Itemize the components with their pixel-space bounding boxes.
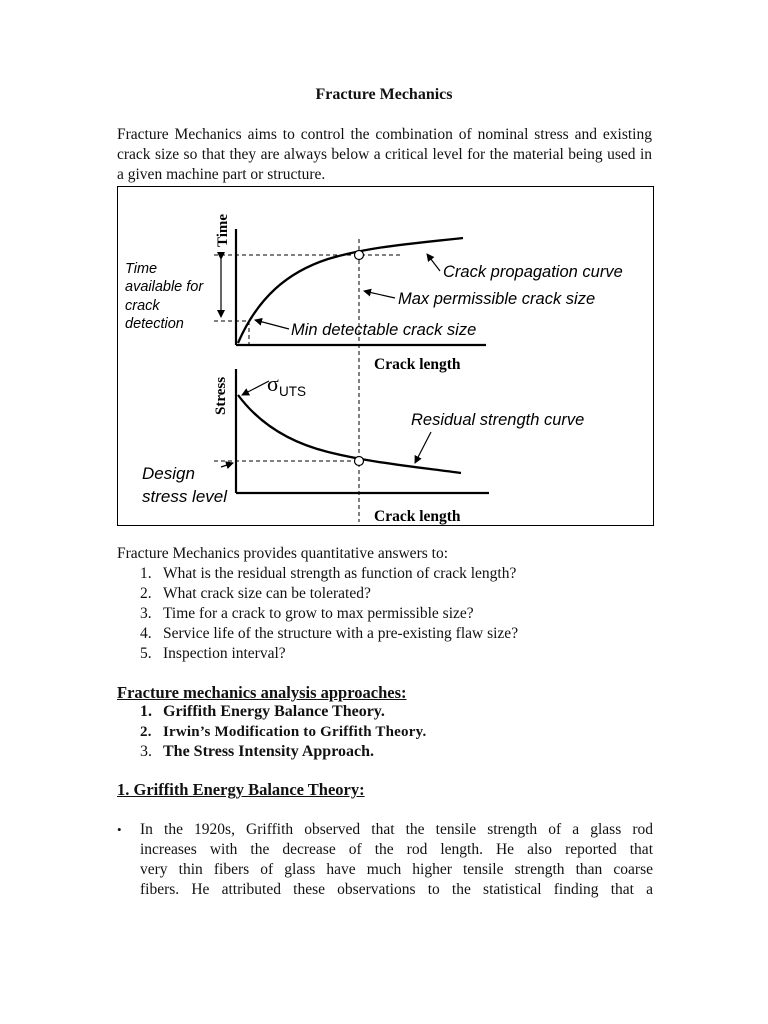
design-stress-line-2: stress level [142,487,228,506]
intro-paragraph: Fracture Mechanics aims to control the combination of nominal stress and existing crack size so that they are always below a critical level for the material being used in a given machine part or structure. [117,126,652,183]
top-x-axis-label: Crack length [374,356,461,373]
answers-list [127,564,518,664]
approach-item: 1. Griffith Energy Balance Theory. [140,703,385,720]
griffith-line: In the 1920s, Griffith observed that the tensile strength of a glass rod [140,821,653,838]
min-detectable-arrow [255,320,289,329]
max-permissible-label: Max permissible crack size [398,290,596,308]
griffith-bullet-paragraph [117,820,653,900]
fracture-diagram [117,186,654,526]
sigma-arrow [242,381,269,395]
propagation-arrow [427,254,440,271]
page-title: Fracture Mechanics [315,86,453,103]
approaches-list [127,702,426,762]
time-available-line-4: detection [125,316,184,332]
min-detectable-label: Min detectable crack size [291,321,477,339]
griffith-line: very thin fibers of glass have much higher tensile strength than coarse [140,861,653,878]
design-stress-label [142,464,228,506]
crack-propagation-label: Crack propagation curve [443,263,623,281]
bottom-chart [142,369,584,525]
answer-item: 4. Service life of the structure with a pre-existing flaw size? [140,625,519,642]
time-available-line-1: Time [125,261,158,277]
design-stress-line-1: Design [142,464,195,483]
bottom-x-axis-label: Crack length [374,508,461,525]
approaches-heading: Fracture mechanics analysis approaches: [117,683,407,702]
answer-item: 2. What crack size can be tolerated? [140,585,371,602]
top-chart [125,214,623,522]
answer-item: 1. What is the residual strength as function of crack length? [140,565,517,582]
max-permissible-arrow [364,291,395,298]
bottom-y-axis-label: Stress [213,376,229,415]
residual-arrow [415,432,431,463]
residual-strength-label: Residual strength curve [411,411,585,429]
max-crack-point [355,251,364,260]
design-stress-arrow [221,463,233,467]
answers-intro: Fracture Mechanics provides quantitative answers to: [117,545,448,562]
answer-item: 5. Inspection interval? [140,645,286,662]
approach-item: 2. Irwin’s Modification to Griffith Theory. [140,724,427,740]
approach-item: 3. The Stress Intensity Approach. [140,743,374,760]
griffith-line: increases with the decrease of the rod length. He also reported that [140,841,653,858]
answer-item: 3. Time for a crack to grow to max permissible size? [140,605,474,622]
bullet-icon: • [117,822,122,837]
griffith-heading: 1. Griffith Energy Balance Theory: [117,780,365,799]
time-available-line-2: available for [125,279,204,295]
sigma-subscript: UTS [279,384,306,399]
griffith-text [140,820,653,900]
sigma-symbol: σ [267,371,279,396]
design-stress-point [355,457,364,466]
griffith-line: fibers. He attributed these observations to the statistical finding that a [140,881,653,898]
time-available-label [125,261,207,332]
fracture-diagram-svg [118,187,655,527]
top-y-axis-label: Time [215,213,231,247]
time-available-line-3: crack [125,298,160,314]
